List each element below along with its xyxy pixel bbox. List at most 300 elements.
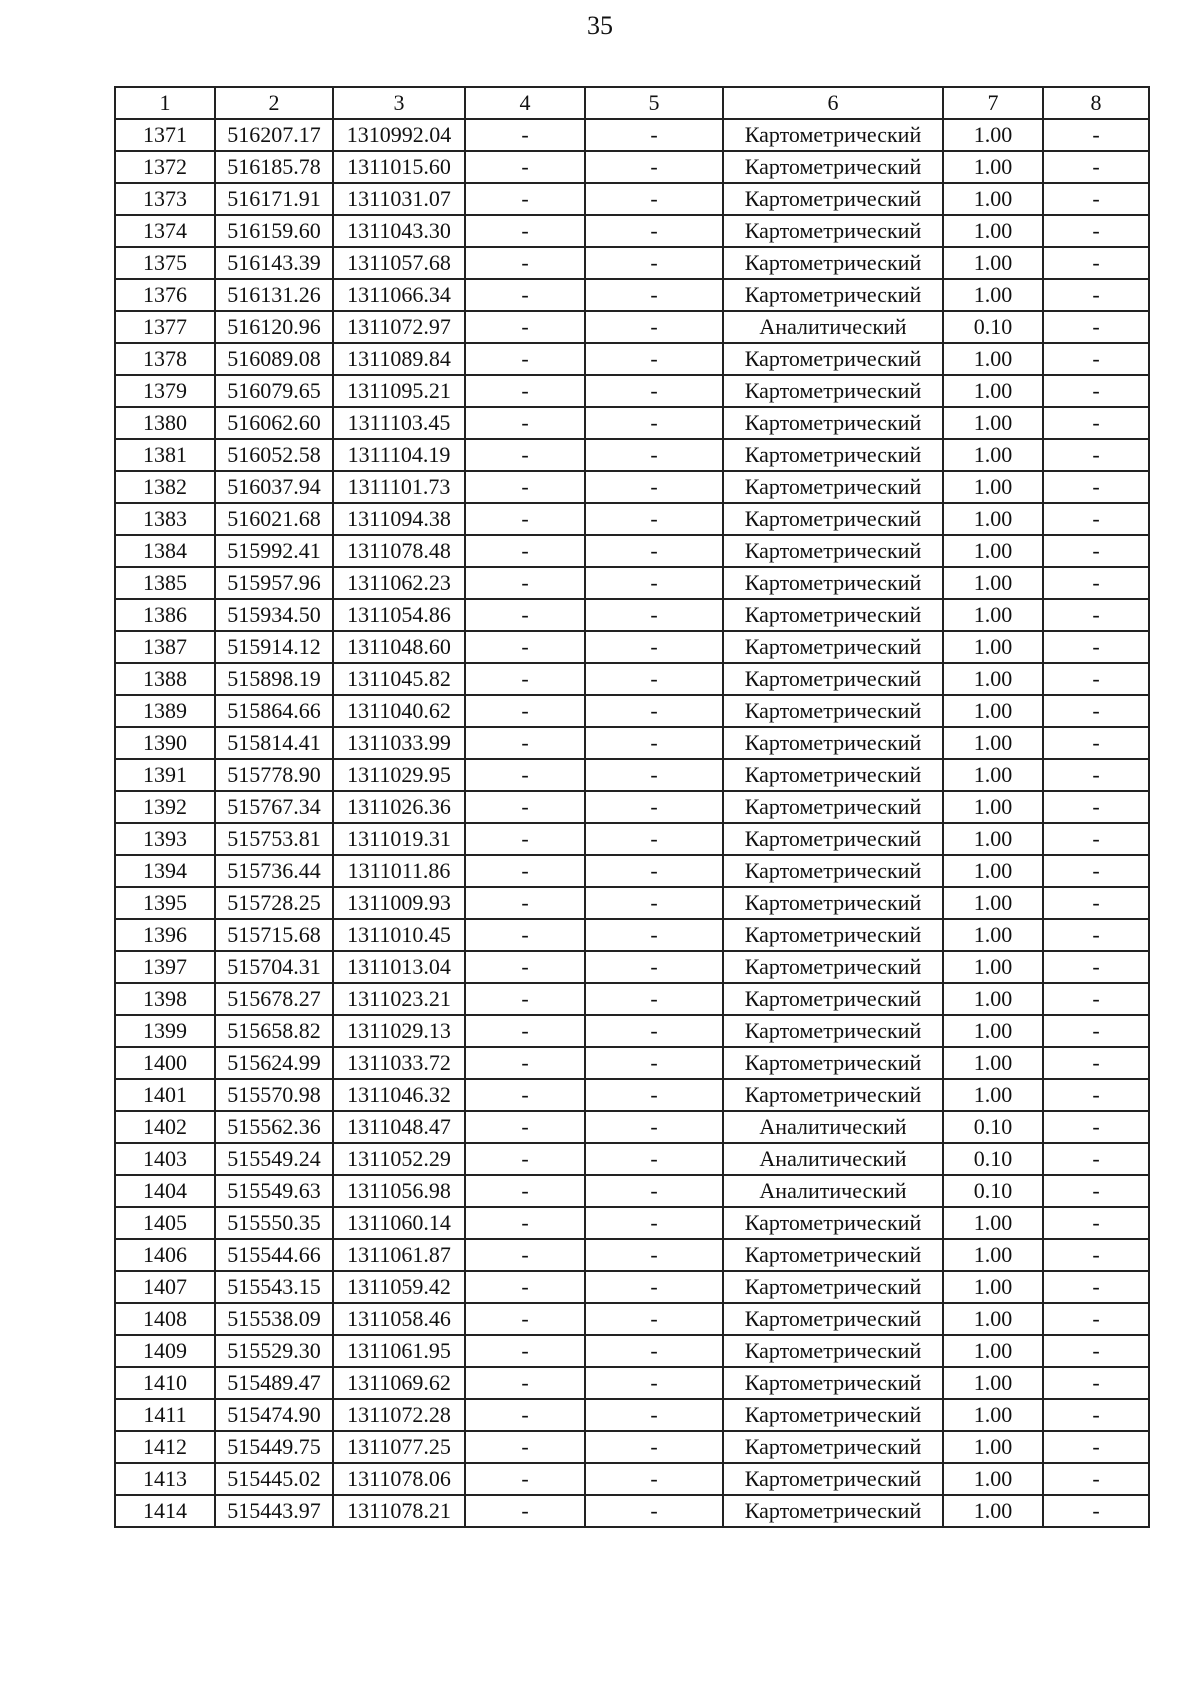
table-cell-col-5: - [585,567,723,599]
table-cell-col-7: 1.00 [943,535,1043,567]
table-row [115,1335,1149,1367]
table-cell-col-1: 1395 [115,887,215,919]
table-cell-col-7: 1.00 [943,215,1043,247]
table-cell-col-5: - [585,1495,723,1527]
table-cell-col-3: 1311033.72 [333,1047,465,1079]
table-cell-col-8: - [1043,535,1149,567]
table-cell-col-3: 1311078.06 [333,1463,465,1495]
table-cell-col-3: 1311062.23 [333,567,465,599]
table-cell-col-6: Картометрический [723,919,943,951]
table-cell-col-2: 515992.41 [215,535,333,567]
table-cell-col-5: - [585,247,723,279]
table-cell-col-3: 1311029.13 [333,1015,465,1047]
table-cell-col-1: 1380 [115,407,215,439]
table-cell-col-2: 516120.96 [215,311,333,343]
table-cell-col-8: - [1043,279,1149,311]
table-cell-col-2: 515934.50 [215,599,333,631]
table-cell-col-2: 515898.19 [215,663,333,695]
table-cell-col-1: 1388 [115,663,215,695]
table-cell-col-2: 515736.44 [215,855,333,887]
table-row [115,183,1149,215]
table-cell-col-3: 1311054.86 [333,599,465,631]
table-cell-col-3: 1311011.86 [333,855,465,887]
table-cell-col-5: - [585,727,723,759]
table-row [115,215,1149,247]
table-row [115,951,1149,983]
table-cell-col-1: 1390 [115,727,215,759]
table-cell-col-3: 1311103.45 [333,407,465,439]
table-cell-col-7: 1.00 [943,1015,1043,1047]
table-cell-col-3: 1311056.98 [333,1175,465,1207]
table-row [115,1111,1149,1143]
table-cell-col-2: 515474.90 [215,1399,333,1431]
table-cell-col-7: 1.00 [943,759,1043,791]
table-cell-col-1: 1411 [115,1399,215,1431]
table-row [115,983,1149,1015]
table-cell-col-2: 515549.63 [215,1175,333,1207]
table-cell-col-4: - [465,119,585,151]
table-cell-col-2: 515728.25 [215,887,333,919]
table-cell-col-8: - [1043,311,1149,343]
table-cell-col-2: 516171.91 [215,183,333,215]
table-cell-col-4: - [465,1111,585,1143]
table-cell-col-7: 1.00 [943,695,1043,727]
table-cell-col-2: 515914.12 [215,631,333,663]
table-cell-col-2: 515550.35 [215,1207,333,1239]
table-cell-col-6: Картометрический [723,567,943,599]
table-cell-col-4: - [465,311,585,343]
table-cell-col-2: 516037.94 [215,471,333,503]
table-cell-col-7: 1.00 [943,119,1043,151]
table-row [115,535,1149,567]
table-row [115,599,1149,631]
table-row [115,1271,1149,1303]
table-cell-col-6: Картометрический [723,791,943,823]
table-cell-col-4: - [465,151,585,183]
table-cell-col-1: 1386 [115,599,215,631]
table-cell-col-2: 515449.75 [215,1431,333,1463]
table-cell-col-8: - [1043,1015,1149,1047]
table-cell-col-1: 1389 [115,695,215,727]
table-cell-col-4: - [465,631,585,663]
table-cell-col-6: Картометрический [723,1303,943,1335]
table-cell-col-7: 1.00 [943,247,1043,279]
table-cell-col-5: - [585,503,723,535]
table-cell-col-7: 1.00 [943,1463,1043,1495]
table-row [115,887,1149,919]
table-cell-col-5: - [585,791,723,823]
table-cell-col-7: 1.00 [943,823,1043,855]
table-cell-col-2: 515864.66 [215,695,333,727]
table-cell-col-8: - [1043,599,1149,631]
table-cell-col-4: - [465,535,585,567]
table-row [115,279,1149,311]
table-cell-col-2: 515543.15 [215,1271,333,1303]
table-cell-col-3: 1310992.04 [333,119,465,151]
table-cell-col-5: - [585,663,723,695]
table-cell-col-5: - [585,215,723,247]
table-cell-col-6: Картометрический [723,887,943,919]
table-cell-col-4: - [465,1367,585,1399]
table-cell-col-8: - [1043,215,1149,247]
table-cell-col-6: Картометрический [723,1495,943,1527]
table-cell-col-6: Аналитический [723,311,943,343]
table-cell-col-7: 1.00 [943,407,1043,439]
table-cell-col-4: - [465,727,585,759]
table-cell-col-6: Картометрический [723,631,943,663]
table-cell-col-5: - [585,599,723,631]
table-cell-col-2: 515715.68 [215,919,333,951]
table-cell-col-7: 1.00 [943,1399,1043,1431]
table-row [115,151,1149,183]
table-cell-col-5: - [585,919,723,951]
table-cell-col-1: 1408 [115,1303,215,1335]
table-cell-col-4: - [465,1431,585,1463]
table-cell-col-2: 516079.65 [215,375,333,407]
table-cell-col-7: 1.00 [943,1367,1043,1399]
table-cell-col-5: - [585,1431,723,1463]
table-cell-col-4: - [465,247,585,279]
table-cell-col-8: - [1043,1143,1149,1175]
table-cell-col-5: - [585,951,723,983]
table-row [115,1367,1149,1399]
table-cell-col-3: 1311094.38 [333,503,465,535]
table-cell-col-7: 1.00 [943,567,1043,599]
table-cell-col-2: 515704.31 [215,951,333,983]
table-cell-col-4: - [465,1335,585,1367]
table-cell-col-5: - [585,1367,723,1399]
table-row [115,1239,1149,1271]
table-cell-col-3: 1311060.14 [333,1207,465,1239]
page-number: 35 [587,11,613,40]
table-cell-col-8: - [1043,855,1149,887]
table-cell-col-2: 516089.08 [215,343,333,375]
table-cell-col-2: 516021.68 [215,503,333,535]
table-cell-col-2: 515562.36 [215,1111,333,1143]
table-cell-col-6: Картометрический [723,1271,943,1303]
table-row [115,119,1149,151]
table-cell-col-7: 1.00 [943,439,1043,471]
table-cell-col-2: 515544.66 [215,1239,333,1271]
table-cell-col-5: - [585,1463,723,1495]
table-cell-col-2: 515529.30 [215,1335,333,1367]
table-header-row [115,87,1149,119]
table-cell-col-5: - [585,1303,723,1335]
table-cell-col-8: - [1043,471,1149,503]
table-cell-col-8: - [1043,503,1149,535]
table-cell-col-7: 1.00 [943,1271,1043,1303]
table-cell-col-6: Аналитический [723,1111,943,1143]
table-cell-col-2: 515957.96 [215,567,333,599]
table-cell-col-5: - [585,535,723,567]
table-cell-col-7: 1.00 [943,1495,1043,1527]
table-cell-col-2: 515489.47 [215,1367,333,1399]
column-header-5: 5 [585,87,723,119]
table-cell-col-8: - [1043,823,1149,855]
table-cell-col-2: 516185.78 [215,151,333,183]
table-cell-col-7: 1.00 [943,343,1043,375]
table-cell-col-7: 1.00 [943,919,1043,951]
table-cell-col-6: Картометрический [723,599,943,631]
table-cell-col-4: - [465,1143,585,1175]
table-cell-col-5: - [585,1175,723,1207]
table-cell-col-6: Картометрический [723,279,943,311]
table-cell-col-5: - [585,279,723,311]
table-cell-col-1: 1400 [115,1047,215,1079]
table-cell-col-6: Картометрический [723,215,943,247]
table-cell-col-8: - [1043,887,1149,919]
table-cell-col-8: - [1043,567,1149,599]
table-cell-col-3: 1311040.62 [333,695,465,727]
table-cell-col-8: - [1043,1495,1149,1527]
table-cell-col-1: 1392 [115,791,215,823]
table-cell-col-4: - [465,1495,585,1527]
table-cell-col-6: Картометрический [723,695,943,727]
table-cell-col-1: 1391 [115,759,215,791]
table-cell-col-5: - [585,1015,723,1047]
table-cell-col-4: - [465,279,585,311]
table-cell-col-4: - [465,919,585,951]
table-cell-col-5: - [585,1271,723,1303]
table-cell-col-7: 1.00 [943,375,1043,407]
table-cell-col-5: - [585,887,723,919]
table-cell-col-3: 1311061.95 [333,1335,465,1367]
table-cell-col-4: - [465,471,585,503]
table-cell-col-1: 1398 [115,983,215,1015]
table-cell-col-8: - [1043,1239,1149,1271]
table-cell-col-5: - [585,343,723,375]
table-cell-col-6: Картометрический [723,375,943,407]
table-row [115,471,1149,503]
table-cell-col-5: - [585,855,723,887]
table-cell-col-8: - [1043,983,1149,1015]
table-cell-col-5: - [585,823,723,855]
table-cell-col-2: 515443.97 [215,1495,333,1527]
table-cell-col-8: - [1043,407,1149,439]
table-cell-col-8: - [1043,1047,1149,1079]
table-cell-col-5: - [585,311,723,343]
table-cell-col-4: - [465,375,585,407]
table-row [115,1303,1149,1335]
table-cell-col-8: - [1043,183,1149,215]
table-cell-col-4: - [465,823,585,855]
table-cell-col-4: - [465,855,585,887]
table-cell-col-3: 1311089.84 [333,343,465,375]
table-cell-col-6: Картометрический [723,759,943,791]
table-cell-col-6: Картометрический [723,823,943,855]
table-cell-col-3: 1311043.30 [333,215,465,247]
table-cell-col-5: - [585,1047,723,1079]
table-cell-col-2: 515570.98 [215,1079,333,1111]
table-row [115,1463,1149,1495]
table-cell-col-1: 1396 [115,919,215,951]
table-cell-col-1: 1412 [115,1431,215,1463]
table-cell-col-2: 515678.27 [215,983,333,1015]
table-cell-col-4: - [465,759,585,791]
table-cell-col-1: 1410 [115,1367,215,1399]
table-cell-col-3: 1311104.19 [333,439,465,471]
table-cell-col-3: 1311057.68 [333,247,465,279]
table-cell-col-2: 515778.90 [215,759,333,791]
table-cell-col-7: 1.00 [943,983,1043,1015]
table-cell-col-2: 515658.82 [215,1015,333,1047]
table-cell-col-8: - [1043,1079,1149,1111]
table-cell-col-2: 516131.26 [215,279,333,311]
table-cell-col-6: Картометрический [723,663,943,695]
table-cell-col-7: 1.00 [943,1079,1043,1111]
table-cell-col-1: 1402 [115,1111,215,1143]
table-cell-col-1: 1383 [115,503,215,535]
table-cell-col-8: - [1043,1399,1149,1431]
table-cell-col-3: 1311095.21 [333,375,465,407]
table-cell-col-2: 516143.39 [215,247,333,279]
table-cell-col-7: 0.10 [943,1175,1043,1207]
table-cell-col-8: - [1043,1463,1149,1495]
table-cell-col-4: - [465,567,585,599]
table-cell-col-1: 1405 [115,1207,215,1239]
table-cell-col-7: 1.00 [943,1239,1043,1271]
table-cell-col-7: 1.00 [943,887,1043,919]
table-cell-col-1: 1399 [115,1015,215,1047]
column-header-7: 7 [943,87,1043,119]
table-cell-col-1: 1374 [115,215,215,247]
table-cell-col-3: 1311069.62 [333,1367,465,1399]
table-cell-col-4: - [465,1207,585,1239]
table-cell-col-6: Картометрический [723,343,943,375]
table-cell-col-3: 1311013.04 [333,951,465,983]
table-cell-col-5: - [585,631,723,663]
table-cell-col-6: Картометрический [723,1367,943,1399]
table-cell-col-5: - [585,983,723,1015]
table-cell-col-3: 1311077.25 [333,1431,465,1463]
table-cell-col-7: 1.00 [943,183,1043,215]
table-cell-col-6: Картометрический [723,727,943,759]
table-cell-col-1: 1403 [115,1143,215,1175]
table-cell-col-7: 1.00 [943,663,1043,695]
table-cell-col-7: 1.00 [943,151,1043,183]
table-cell-col-4: - [465,343,585,375]
table-cell-col-1: 1385 [115,567,215,599]
table-cell-col-3: 1311026.36 [333,791,465,823]
table-cell-col-4: - [465,1399,585,1431]
table-cell-col-4: - [465,1239,585,1271]
table-cell-col-8: - [1043,151,1149,183]
table-cell-col-2: 515538.09 [215,1303,333,1335]
table-cell-col-4: - [465,951,585,983]
table-cell-col-8: - [1043,919,1149,951]
table-cell-col-4: - [465,1271,585,1303]
table-cell-col-2: 515624.99 [215,1047,333,1079]
table-cell-col-7: 1.00 [943,1047,1043,1079]
table-cell-col-6: Картометрический [723,439,943,471]
table-cell-col-8: - [1043,1271,1149,1303]
table-cell-col-2: 516062.60 [215,407,333,439]
table-cell-col-8: - [1043,375,1149,407]
table-cell-col-6: Картометрический [723,1015,943,1047]
table-cell-col-6: Картометрический [723,1463,943,1495]
table-cell-col-6: Аналитический [723,1143,943,1175]
table-cell-col-8: - [1043,1175,1149,1207]
table-cell-col-4: - [465,983,585,1015]
table-cell-col-5: - [585,183,723,215]
table-cell-col-6: Картометрический [723,951,943,983]
table-cell-col-4: - [465,791,585,823]
table-cell-col-6: Картометрический [723,503,943,535]
table-cell-col-7: 1.00 [943,503,1043,535]
table-cell-col-1: 1406 [115,1239,215,1271]
table-row [115,1431,1149,1463]
table-cell-col-1: 1397 [115,951,215,983]
table-cell-col-6: Картометрический [723,983,943,1015]
table-row [115,759,1149,791]
table-row [115,1399,1149,1431]
table-cell-col-6: Картометрический [723,151,943,183]
table-cell-col-3: 1311066.34 [333,279,465,311]
table-cell-col-4: - [465,439,585,471]
coordinates-table [114,86,1150,1528]
table-cell-col-2: 515753.81 [215,823,333,855]
table-cell-col-8: - [1043,343,1149,375]
table-row [115,343,1149,375]
table-cell-col-2: 515767.34 [215,791,333,823]
table-cell-col-8: - [1043,1303,1149,1335]
table-cell-col-5: - [585,1399,723,1431]
table-row [115,919,1149,951]
table-cell-col-4: - [465,1175,585,1207]
table-cell-col-8: - [1043,791,1149,823]
table-cell-col-8: - [1043,951,1149,983]
table-cell-col-2: 516207.17 [215,119,333,151]
table-cell-col-1: 1393 [115,823,215,855]
table-cell-col-7: 1.00 [943,1431,1043,1463]
table-cell-col-1: 1394 [115,855,215,887]
table-row [115,311,1149,343]
table-row [115,823,1149,855]
table-cell-col-7: 0.10 [943,1143,1043,1175]
table-cell-col-6: Картометрический [723,119,943,151]
column-header-1: 1 [115,87,215,119]
table-cell-col-7: 1.00 [943,1335,1043,1367]
table-cell-col-3: 1311010.45 [333,919,465,951]
table-cell-col-4: - [465,183,585,215]
table-cell-col-7: 1.00 [943,1207,1043,1239]
table-cell-col-3: 1311072.28 [333,1399,465,1431]
table-row [115,1047,1149,1079]
table-cell-col-3: 1311048.47 [333,1111,465,1143]
table-cell-col-7: 1.00 [943,791,1043,823]
table-cell-col-8: - [1043,1367,1149,1399]
table-cell-col-6: Картометрический [723,471,943,503]
table-row [115,855,1149,887]
table-cell-col-5: - [585,119,723,151]
table-cell-col-3: 1311078.48 [333,535,465,567]
table-cell-col-6: Картометрический [723,855,943,887]
column-header-6: 6 [723,87,943,119]
table-cell-col-4: - [465,887,585,919]
table-cell-col-5: - [585,375,723,407]
table-row [115,631,1149,663]
table-row [115,663,1149,695]
table-cell-col-3: 1311058.46 [333,1303,465,1335]
table-cell-col-7: 1.00 [943,631,1043,663]
table-cell-col-3: 1311059.42 [333,1271,465,1303]
table-cell-col-5: - [585,695,723,727]
table-cell-col-7: 0.10 [943,1111,1043,1143]
table-cell-col-3: 1311023.21 [333,983,465,1015]
table-cell-col-2: 516159.60 [215,215,333,247]
table-cell-col-7: 1.00 [943,599,1043,631]
table-cell-col-3: 1311033.99 [333,727,465,759]
